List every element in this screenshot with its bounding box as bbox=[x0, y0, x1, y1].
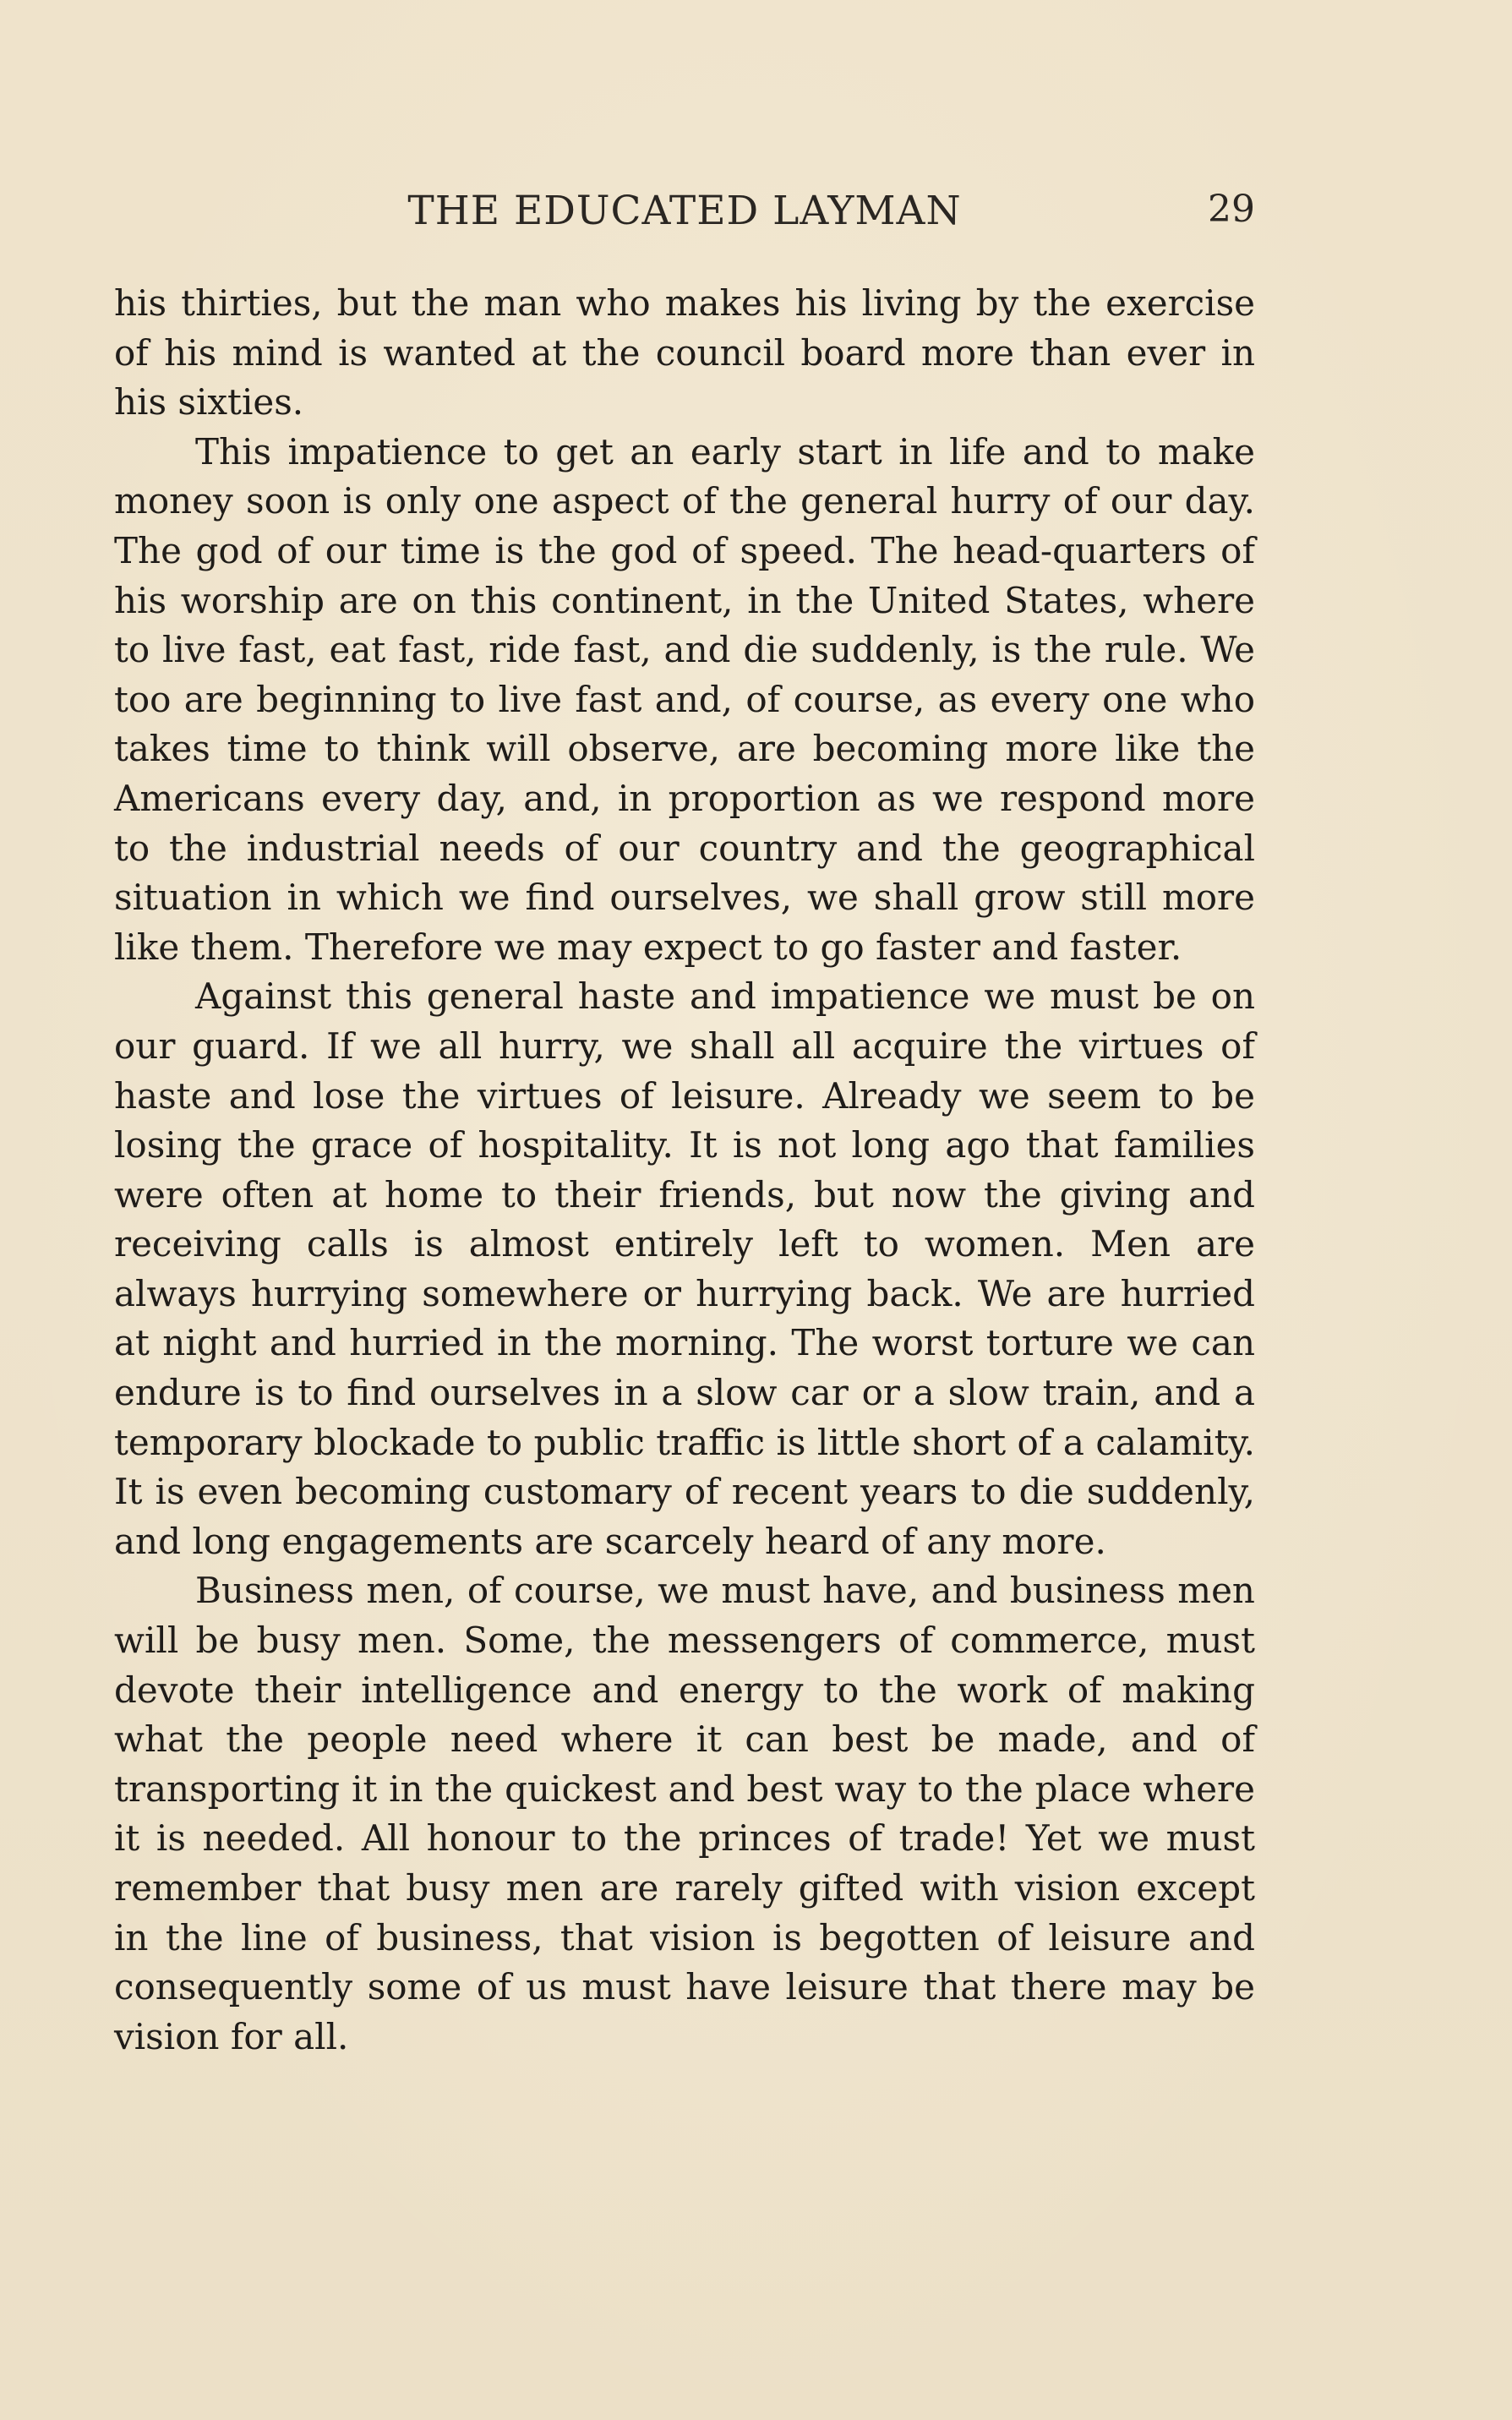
paragraph-4: Business men, of course, we must have, and business men will be busy men. Some, the messengers of commerce, must devote their intelligence and energy to the work of making what the people need where it can best be made, and of transporting it in the quickest and best way to the place where it is needed. All honour to the princes of trade! Yet we must remember that busy men are rarely gifted with vision except in the line of business, that vision is begotten of leisure and consequently some of us must have leisure that there may be vision for all. bbox=[114, 1570, 1255, 2057]
paragraph-3: Against this general haste and impatience we must be on our guard. If we all hurry, we shall all acquire the virtues of haste and lose the virtues of leisure. Already we seem to be losing the grace of hospitality. It is not long ago that families were often at home to their friends, but now the giving and receiving calls is almost entirely left to women. Men are always hurrying somewhere or hurrying back. We are hurried at night and hurried in the morning. The worst torture we can endure is to find ourselves in a slow car or a slow train, and a temporary blockade to public traffic is little short of a calamity. It is even becoming customary of recent years to die suddenly, and long engagements are scarcely heard of any more. bbox=[114, 975, 1255, 1562]
page-number: 29 bbox=[1208, 188, 1255, 231]
paragraph-2: This impatience to get an early start in life and to make money soon is only one aspect of the general hurry of our day. The god of our time is the god of speed. The head-quarters of his worship are on this continent, in the United States, where to live fast, eat fast, ride fast, and die suddenly, is the rule. We too are beginning to live fast and, of course, as every one who takes time to think will observe, are becoming more like the Americans every day, and, in proportion as we respond more to the industrial needs of our country and the geographical situation in which we find ourselves, we shall grow still more like them. Therefore we may expect to go faster and faster. bbox=[114, 430, 1255, 968]
page-header bbox=[114, 188, 1255, 247]
paragraph-1: his thirties, but the man who makes his living by the exercise of his mind is wanted at the council board more than ever in his sixties. bbox=[114, 282, 1255, 423]
body-text bbox=[114, 279, 1255, 2062]
running-title: THE EDUCATED LAYMAN bbox=[407, 188, 962, 234]
